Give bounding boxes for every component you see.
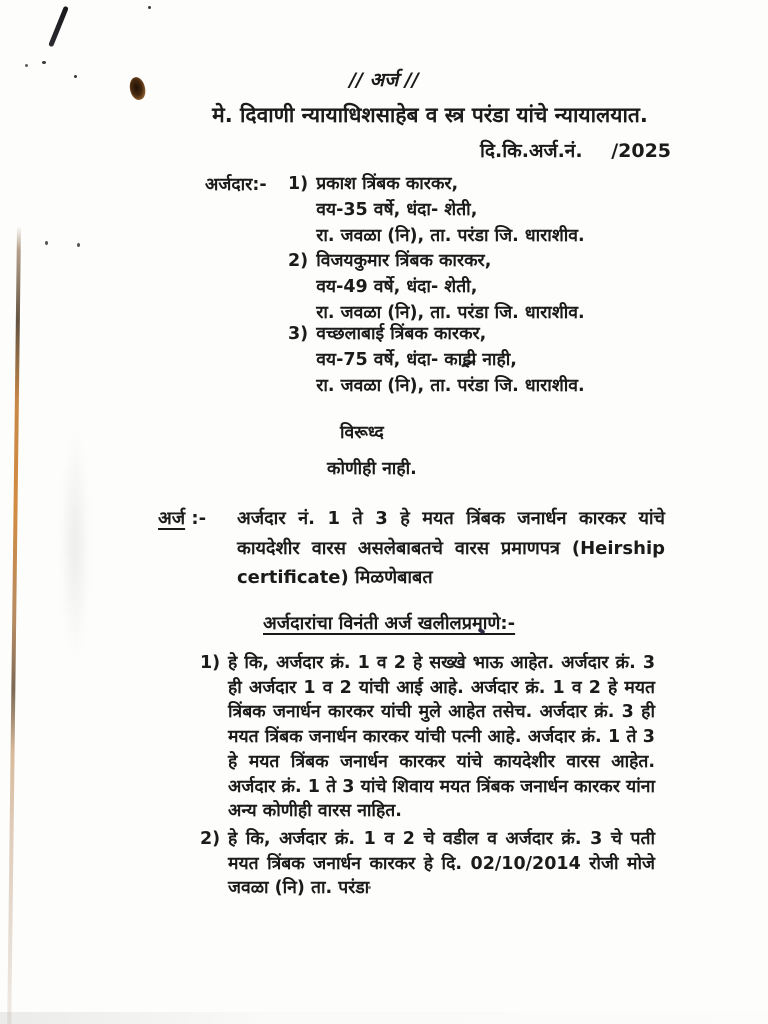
subject-label (158, 506, 206, 530)
applicant-number: 2) (288, 251, 309, 271)
subject-label-separator: :- (185, 508, 207, 529)
applicant-age-occupation: वय-35 वर्षे, धंदा- शेती, (316, 200, 478, 220)
case-year: /2025 (611, 140, 672, 162)
document-title: // अर्ज // (349, 69, 419, 91)
applicant-number: 3) (288, 324, 309, 344)
point-text: हे कि, अर्जदार क्रं. 1 व 2 चे वडील व अर्जदार क्रं. 3 चे पती मयत त्रिंबक जनार्धन कारकर हे दि. 02/10/2014 रोजी मोजे जवळा (नि) ता. परंडा (228, 829, 655, 899)
applicant-name: वच्छलाबाई त्रिंबक कारकर, (316, 324, 487, 344)
applicant-address: रा. जवळा (नि), ता. परंडा जि. धाराशीव. (316, 226, 585, 246)
applicant-address: रा. जवळा (नि), ता. परंडा जि. धाराशीव. (316, 303, 585, 323)
point-text: हे कि, अर्जदार क्रं. 1 व 2 हे सख्खे भाऊ आहेत. अर्जदार क्रं. 3 ही अर्जदार 1 व 2 यांची आई आहे. अर्जदार क्रं. 1 व 2 हे मयत त्रिंबक जनार्धन कारकर यांची मुले आहेत तसेच. अर्जदार क्रं. 3 ही मयत त्रिंबक जनार्धन कारकर यांची पत्नी आहे. अर्जदार क्रं. 1 ते 3 हे मयत त्रिंबक जनार्धन कारकर यांचे कायदेशीर वारस आहेत. अर्जदार क्रं. 1 ते 3 यांचे शिवाय मयत त्रिंबक जनार्धन कारकर यांना अन्य कोणीही वारस नाहित. (228, 653, 655, 822)
versus-label: विरूध्द (340, 423, 384, 443)
subject-paragraph: अर्जदार नं. 1 ते 3 हे मयत त्रिंबक जनार्धन कारकर यांचे कायदेशीर वारस असलेबाबतचे वारस प्रमाणपत्र (Heirship certificate) मिळणेबाबत (237, 508, 665, 588)
point-number: 1) (200, 653, 221, 673)
applicant-age-occupation: वय-49 वर्षे, धंदा- शेती, (316, 277, 478, 297)
applicant-block-2 (288, 248, 585, 326)
petition-point-1 (200, 651, 655, 824)
scan-bottom-shade (0, 1012, 768, 1024)
paper-edge-streak (7, 226, 21, 1024)
petition-point-2 (200, 827, 655, 901)
ink-speck (148, 6, 151, 9)
case-number-label: दि.कि.अर्ज.नं. (480, 140, 583, 162)
ink-speck (45, 241, 48, 245)
respondent-text: कोणीही नाही. (327, 459, 417, 479)
applicant-block-3 (288, 321, 585, 399)
pen-slash-mark (48, 6, 69, 48)
applicant-block-1 (288, 171, 585, 249)
applicant-address: रा. जवळा (नि), ता. परंडा जि. धाराशीव. (316, 376, 585, 396)
ink-speck (77, 243, 80, 247)
applicant-name: प्रकाश त्रिंबक कारकर, (316, 174, 459, 194)
court-name-line: मे. दिवाणी न्यायाधिशसाहेब व स्त्र परंडा यांचे न्यायालयात. (212, 103, 648, 127)
grey-smudge (60, 430, 90, 660)
applicant-number: 1) (288, 174, 309, 194)
subject-label-word: अर्ज (158, 508, 186, 529)
case-number-line (480, 137, 671, 163)
ink-speck (42, 61, 46, 64)
point-number: 2) (200, 829, 221, 849)
request-heading: अर्जदारांचा विनंती अर्ज खलीलप्रमाणे:- (263, 613, 516, 634)
applicant-name: विजयकुमार त्रिंबक कारकर, (316, 251, 492, 271)
applicant-age-occupation: वय-75 वर्षे, धंदा- काही नाही, (316, 350, 517, 370)
applicants-label: अर्जदार:- (205, 175, 267, 195)
